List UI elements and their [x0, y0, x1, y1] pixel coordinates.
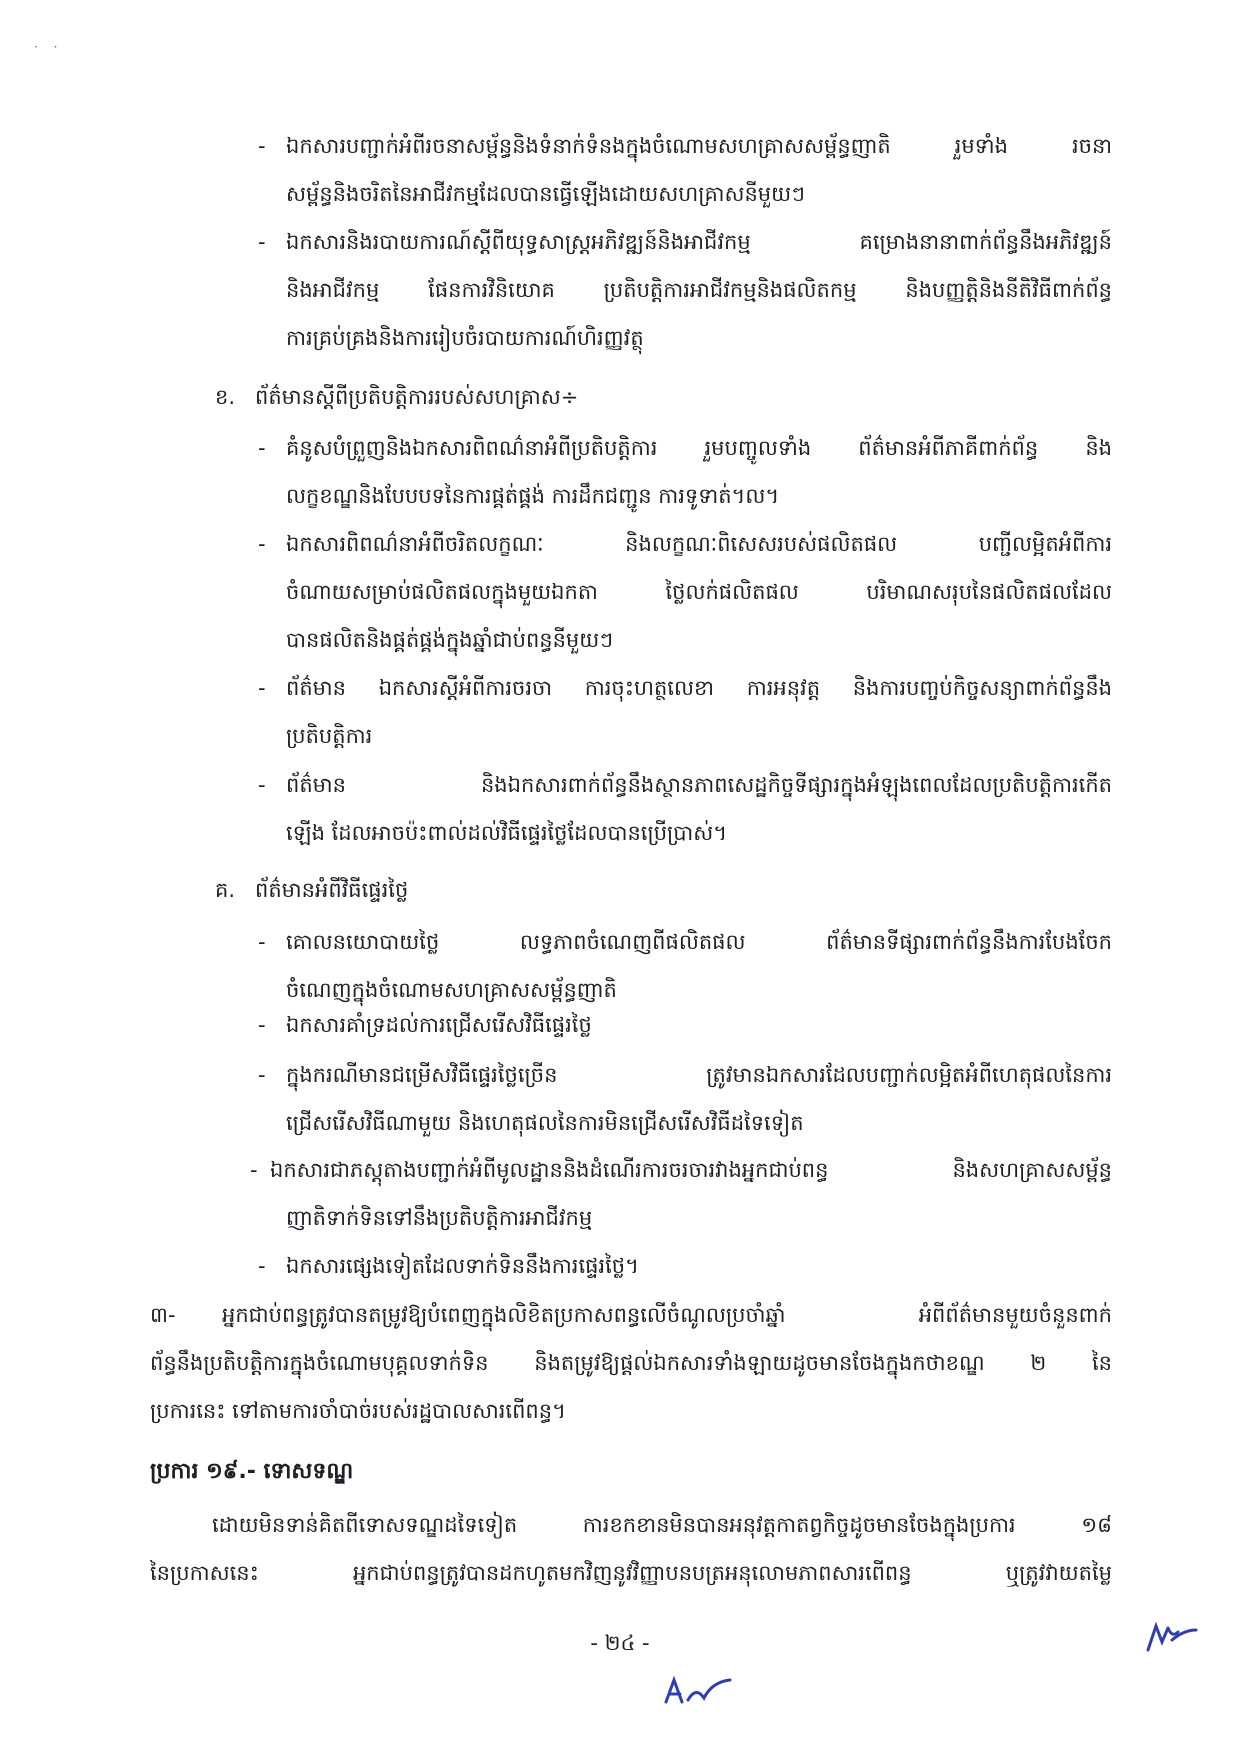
list-item-line: ប្រតិបត្តិការ: [286, 724, 373, 748]
paragraph-line: ដោយមិនទាន់គិតពីទោសទណ្ឌដទៃទៀត ការខកខានមិនបានអនុវត្តកាតព្វកិច្ចដូចមានចែងក្នុងប្រការ ១៨: [212, 1513, 1112, 1537]
bullet-dash: -: [258, 1063, 266, 1087]
scan-speck: · ·: [34, 40, 64, 54]
bullet-dash: -: [258, 773, 266, 797]
list-item-line: សម្ព័ន្ធនិងចរិតនៃអាជីវកម្មដែលបានធ្វើឡើងដោយសហគ្រាសនីមួយៗ: [286, 182, 805, 206]
paragraph-line: អ្នកជាប់ពន្ធត្រូវបានតម្រូវឱ្យបំពេញក្នុងលិខិតប្រកាសពន្ធលើចំណូលប្រចាំឆ្នាំ អំពីព័ត៌មានមួយចំនួនពាក់: [222, 1303, 1112, 1327]
list-item-line: និងអាជីវកម្ម ផែនការវិនិយោគ ប្រតិបត្តិការអាជីវកម្មនិងផលិតកម្ម និងបញ្ញត្តិនិងនីតិវិធីពាក់ព័ន្ធ: [286, 278, 1112, 302]
list-item-line: ញាតិទាក់ទិនទៅនឹងប្រតិបត្តិការអាជីវកម្ម: [286, 1206, 593, 1230]
section-heading: ព័ត៌មានអំពីវិធីផ្ទេរថ្លៃ: [255, 878, 409, 902]
list-item-line: ឡើង ដែលអាចប៉ះពាល់ដល់វិធីផ្ទេរថ្លៃដែលបានប្រើប្រាស់។: [286, 821, 728, 845]
list-item-line: ក្នុងករណីមានជម្រើសវិធីផ្ទេរថ្លៃច្រើន ត្រូវមានឯកសារដែលបញ្ជាក់លម្អិតអំពីហេតុផលនៃការ: [286, 1063, 1112, 1087]
list-item-line: បានផលិតនិងផ្គត់ផ្គង់ក្នុងឆ្នាំជាប់ពន្ធនីមួយៗ: [286, 628, 614, 652]
section-heading: ព័ត៌មានស្ដីពីប្រតិបត្តិការរបស់សហគ្រាស÷: [255, 385, 579, 409]
list-item-line: ឯកសារនិងរបាយការណ៍ស្ដីពីយុទ្ធសាស្ត្រអភិវឌ្ឍន៍និងអាជីវកម្ម គម្រោងនានាពាក់ព័ន្ធនឹងអភិវឌ្ឍន៍: [286, 230, 1112, 254]
bullet-dash: -: [258, 676, 266, 700]
bullet-dash: -: [258, 1013, 266, 1037]
paragraph-line: ព័ន្ធនឹងប្រតិបត្តិការក្នុងចំណោមបុគ្គលទាក់ទិន និងតម្រូវឱ្យផ្ដល់ឯកសារទាំងឡាយដូចមានចែងក្នុងកថាខណ្ឌ ២ នៃ: [150, 1351, 1112, 1375]
list-item-line: ចំណាយសម្រាប់ផលិតផលក្នុងមួយឯកតា ថ្លៃលក់ផលិតផល បរិមាណសរុបនៃផលិតផលដែល: [286, 580, 1112, 604]
list-item-line: ឯកសារបញ្ជាក់អំពីរចនាសម្ព័ន្ធនិងទំនាក់ទំនងក្នុងចំណោមសហគ្រាសសម្ព័ន្ធញាតិ រួមទាំង រចនា: [286, 134, 1112, 158]
bullet-dash: -: [258, 930, 266, 954]
list-item-line: គោលនយោបាយថ្លៃ លទ្ធភាពចំណេញពីផលិតផល ព័ត៌មានទីផ្សារពាក់ព័ន្ធនឹងការបែងចែក: [286, 930, 1112, 954]
list-item-line: ឯកសារពិពណ៌នាអំពីចរិតលក្ខណៈ និងលក្ខណៈពិសេសរបស់ផលិតផល បញ្ជីលម្អិតអំពីការ: [286, 532, 1112, 556]
initials-mark: [1142, 1620, 1202, 1656]
list-item-line: ចំណេញក្នុងចំណោមសហគ្រាសសម្ព័ន្ធញាតិ: [286, 978, 617, 1002]
bullet-dash: -: [250, 1158, 258, 1182]
list-item-line: ការគ្រប់គ្រងនិងការរៀបចំរបាយការណ៍ហិរញ្ញវត្ថុ: [286, 326, 644, 350]
list-item-line: ឯកសារគាំទ្រដល់ការជ្រើសរើសវិធីផ្ទេរថ្លៃ: [286, 1013, 592, 1037]
list-item-line: ឯកសារជាភស្តុតាងបញ្ជាក់អំពីមូលដ្ឋាននិងដំណើរការចរចារវាងអ្នកជាប់ពន្ធ និងសហគ្រាសសម្ព័ន្ធ: [270, 1158, 1112, 1182]
paragraph-label: ៣-: [150, 1303, 176, 1327]
list-item-line: ព័ត៌មាន និងឯកសារពាក់ព័ន្ធនឹងស្ថានភាពសេដ្ឋកិច្ចទីផ្សារក្នុងអំឡុងពេលដែលប្រតិបត្តិការកើត: [286, 773, 1112, 797]
initials-mark: [660, 1672, 740, 1708]
list-item-line: លក្ខខណ្ឌនិងបែបបទនៃការផ្គត់ផ្គង់ ការដឹកជញ្ជូន ការទូទាត់។ល។: [286, 484, 780, 508]
section-label: ខ.: [215, 385, 236, 409]
bullet-dash: -: [258, 230, 266, 254]
paragraph-line: ប្រការនេះ ទៅតាមការចាំបាច់របស់រដ្ឋបាលសារពើពន្ធ។: [150, 1399, 566, 1423]
section-label: គ.: [215, 878, 236, 902]
list-item-line: ឯកសារផ្សេងទៀតដែលទាក់ទិននឹងការផ្ទេរថ្លៃ។: [286, 1254, 639, 1278]
bullet-dash: -: [258, 436, 266, 460]
page-number: - ២៤ -: [590, 1631, 650, 1655]
list-item-line: គំនូសបំព្រួញនិងឯកសារពិពណ៌នាអំពីប្រតិបត្តិការ រួមបញ្ចូលទាំង ព័ត៌មានអំពីភាគីពាក់ព័ន្ធ និង: [286, 436, 1112, 460]
article-heading: ប្រការ ១៩.- ទោសទណ្ឌ: [150, 1459, 354, 1484]
bullet-dash: -: [258, 134, 266, 158]
bullet-dash: -: [258, 1254, 266, 1278]
paragraph-line: នៃប្រកាសនេះ អ្នកជាប់ពន្ធត្រូវបានដកហូតមកវិញនូវវិញ្ញាបនបត្រអនុលោមភាពសារពើពន្ធ ឬត្រូវវាយតម្លៃ: [150, 1561, 1112, 1585]
bullet-dash: -: [258, 532, 266, 556]
list-item-line: ជ្រើសរើសវិធីណាមួយ និងហេតុផលនៃការមិនជ្រើសរើសវិធីដទៃទៀត: [286, 1111, 804, 1135]
list-item-line: ព័ត៌មាន ឯកសារស្ដីអំពីការចរចា ការចុះហត្ថលេខា ការអនុវត្ត និងការបញ្ចប់កិច្ចសន្យាពាក់ព័ន្ធនឹង: [286, 676, 1112, 700]
